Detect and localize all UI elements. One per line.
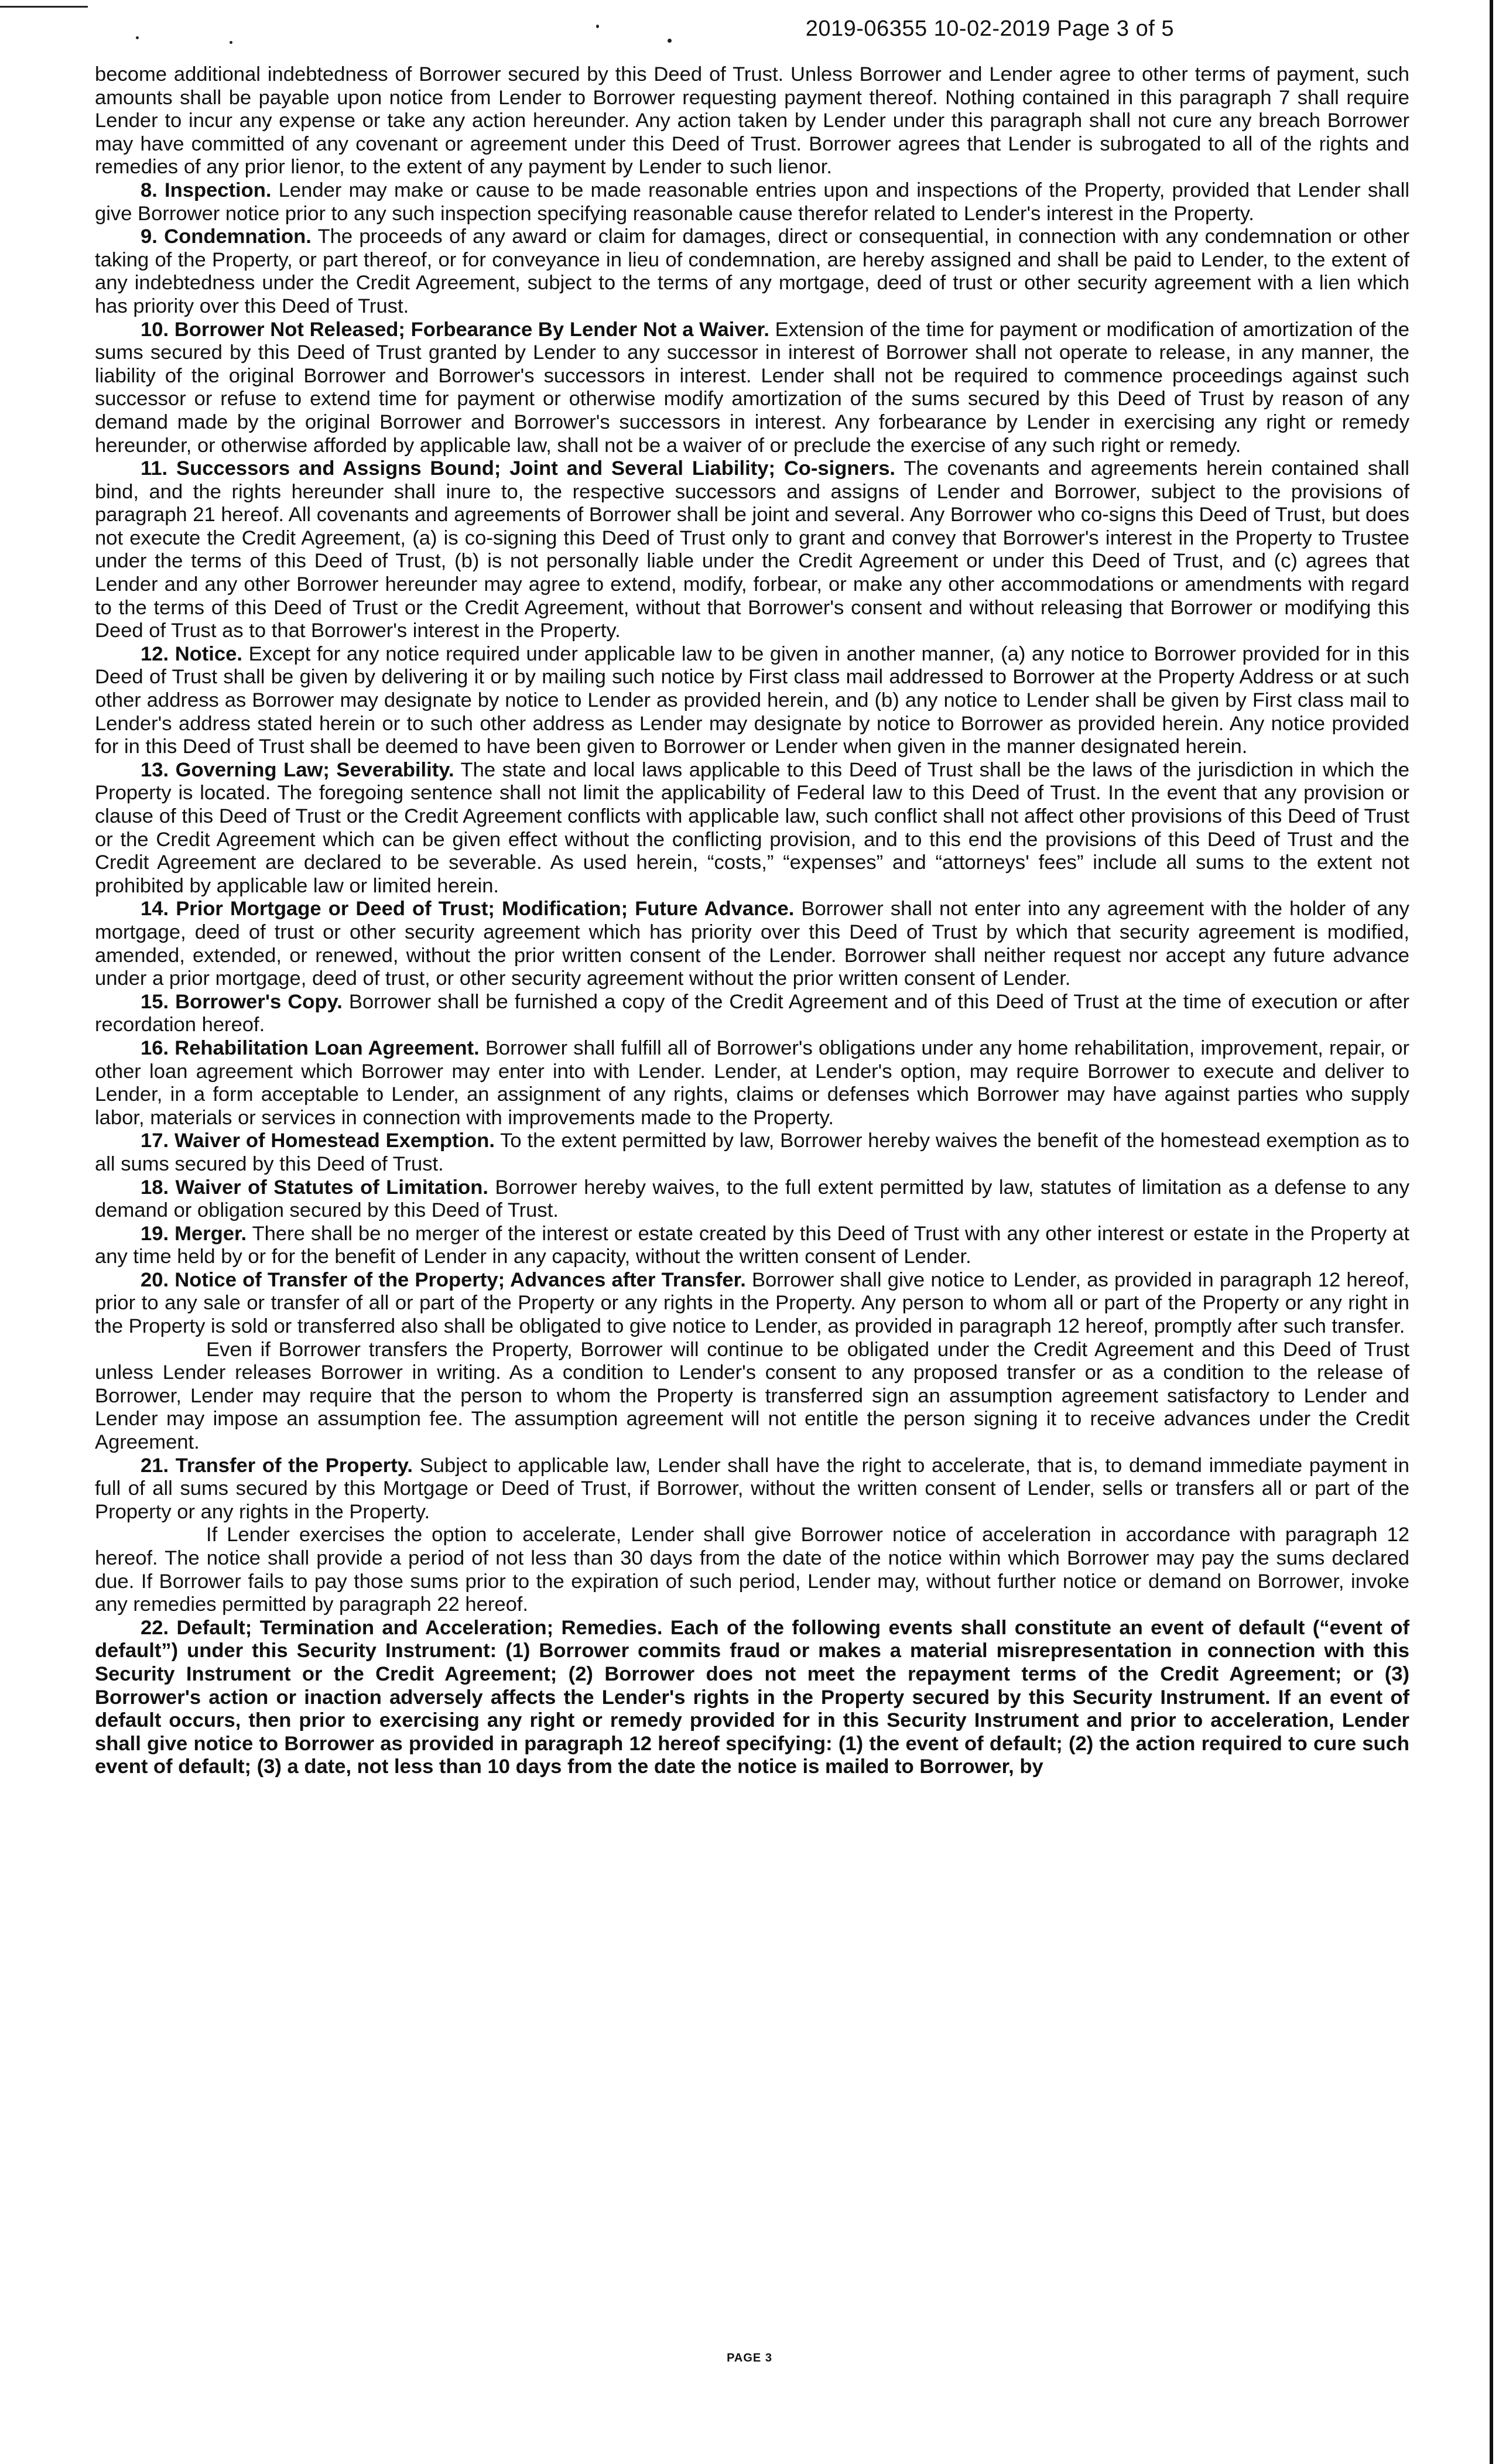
section-text: The proceeds of any award or claim for damages, direct or consequential, in connection with any condemnation or other taking of the Property, or part thereof, or for conveyance in lieu of condemnation, are hereby assigned and shall be paid to Lender, to the extent of any indebtedness under the Credit Agreement, subject to the terms of any mortgage, deed of trust or other security agreement with a lien which has priority over this Deed of Trust. [95,225,1410,317]
section-text: Borrower shall be furnished a copy of the Credit Agreement and of this Deed of Trust at the time of execution or after recordation hereof. [95,990,1410,1036]
recording-header [806,16,1174,42]
section-text: To the extent permitted by law, Borrower hereby waives the benefit of the homestead exemption as to all sums secured by this Deed of Trust. [95,1130,1409,1175]
section-number: 8. [141,179,158,201]
section-heading: Rehabilitation Loan Agreement. [174,1036,480,1059]
section-text: Subject to applicable law, Lender shall have the right to accelerate, that is, to demand immediate payment in full of all sums secured by this Mortgage or Deed of Trust, if Borrower, without the written consent of Lender, sells or transfers all or part of the Property or any rights in the Property. [95,1454,1410,1523]
section-number: 16. [141,1036,169,1059]
section-text: Lender may make or cause to be made reasonable entries upon and inspections of the Property, provided that Lender shall give Borrower notice prior to any such inspection specifying reasonable cause therefor related to Lender's interest in the Property. [95,179,1410,225]
section-heading: Prior Mortgage or Deed of Trust; Modification; Future Advance. [176,898,795,920]
recording-date: 10-02-2019 [933,16,1051,41]
section-20 [95,1269,1409,1339]
section-heading: Waiver of Statutes of Limitation. [175,1176,489,1199]
scan-corner-line [0,6,88,8]
section-21-continuation: If Lender exercises the option to accelerate, Lender shall give Borrower notice of acceleration in accordance with paragraph 12 hereof. The notice shall provide a period of not less than 30 days from the date of the notice within which Borrower may pay the sums declared due. If Borrower fails to pay those sums prior to the expiration of such period, Lender may, without further notice or demand on Borrower, invoke any remedies permitted by paragraph 22 hereof. [95,1524,1409,1616]
section-8 [95,179,1409,225]
scan-speck [136,36,139,39]
section-20-continuation: Even if Borrower transfers the Property, Borrower will continue to be obligated under the Credit Agreement and this Deed of Trust unless Lender releases Borrower in writing. As a condition to Lender's consent to any proposed transfer or as a condition to the release of Borrower, Lender may require that the person to whom the Property is transferred sign an assumption agreement satisfactory to Lender and Lender may impose an assumption fee. The assumption agreement will not entitle the person signing it to receive advances under the Credit Agreement. [95,1338,1409,1454]
section-16 [95,1037,1409,1130]
section-text: Borrower shall not enter into any agreement with the holder of any mortgage, deed of trust or other security agreement which has priority over this Deed of Trust by which that security agreement is modified, amended, extended, or renewed, without the prior written consent of the Lender. Borrower shall neither request nor accept any future advance under a prior mortgage, deed of trust, or other security agreement without the prior written consent of Lender. [95,898,1409,990]
section-text: The covenants and agreements herein contained shall bind, and the rights hereunder shall inure to, the respective successors and assigns of Lender and Borrower, subject to the provisions of paragraph 21 hereof. All covenants and agreements of Borrower shall be joint and several. Any Borrower who co-signs this Deed of Trust, but does not execute the Credit Agreement, (a) is co-signing this Deed of Trust only to grant and convey that Borrower's interest in the Property to Trustee under the terms of this Deed of Trust, (b) is not personally liable under the Credit Agreement or under this Deed of Trust, and (c) agrees that Lender and any other Borrower hereunder may agree to extend, modify, forbear, or make any other accommodations or amendments with regard to the terms of this Deed of Trust or the Credit Agreement, without that Borrower's consent and without releasing that Borrower or modifying this Deed of Trust as to that Borrower's interest in the Property. [95,457,1409,642]
section-number: 22. [141,1616,169,1639]
section-text: Extension of the time for payment or modification of amortization of the sums secured by this Deed of Trust granted by Lender to any successor in interest of Borrower shall not operate to release, in any manner, the liability of the original Borrower and Borrower's successors in interest. Lender shall not be required to commence proceedings against such successor or refuse to extend time for payment or otherwise modify amortization of the sums secured by this Deed of Trust by reason of any demand made by the original Borrower and Borrower's successors in interest. Any forbearance by Lender in exercising any right or remedy hereunder, or otherwise afforded by applicable law, shall not be a waiver of or preclude the exercise of any such right or remedy. [95,318,1409,457]
section-number: 14. [141,898,169,920]
section-10 [95,319,1409,458]
scan-speck [230,41,232,44]
section-heading: Borrower's Copy. [175,990,343,1013]
section-text: The state and local laws applicable to this Deed of Trust shall be the laws of the jurisdiction in which the Property is located. The foregoing sentence shall not limit the applicability of Federal law to this Deed of Trust. In the event that any provision or clause of this Deed of Trust or the Credit Agreement conflicts with applicable law, such conflict shall not affect other provisions of this Deed of Trust or the Credit Agreement which can be given effect without the conflicting provision, and to this end the provisions of this Deed of Trust and the Credit Agreement are declared to be severable. As used herein, “costs,” “expenses” and “attorneys' fees” include all sums to the extent not prohibited by applicable law or limited herein. [95,758,1409,897]
section-number: 18. [141,1176,169,1199]
section-number: 20. [141,1268,169,1291]
page-footer-marker: PAGE 3 [727,2352,772,2364]
section-heading: Successors and Assigns Bound; Joint and Several Liability; Co-signers. [176,457,896,480]
section-17 [95,1130,1409,1176]
section-number: 11. [141,457,168,480]
scan-right-edge [1490,0,1493,2464]
section-19 [95,1223,1409,1269]
scan-speck [668,39,672,43]
section-18 [95,1176,1409,1223]
section-9 [95,225,1409,318]
section-heading: Borrower Not Released; Forbearance By Lender Not a Waiver. [174,318,769,341]
section-number: 9. [141,225,158,248]
section-text: Borrower hereby waives, to the full extent permitted by law, statutes of limitation as a defense to any demand or obligation secured by this Deed of Trust. [95,1176,1409,1222]
section-12 [95,643,1409,759]
section-heading: Notice. [174,642,242,665]
intro-paragraph: become additional indebtedness of Borrower secured by this Deed of Trust. Unless Borrower and Lender agree to other terms of payment, such amounts shall be payable upon notice from Lender to Borrower requesting payment thereof. Nothing contained in this paragraph 7 shall require Lender to incur any expense or take any action hereunder. Any action taken by Lender under this paragraph shall not cure any breach Borrower may have committed of any covenant or agreement under this Deed of Trust. Borrower agrees that Lender is subrogated to all of the rights and remedies of any prior lienor, to the extent of any payment by Lender to such lienor. [95,63,1409,179]
scan-speck [596,25,599,28]
section-number: 19. [141,1222,169,1245]
section-15 [95,991,1409,1037]
document-number: 2019-06355 [805,16,928,41]
section-number: 17. [141,1130,169,1152]
section-heading: Default; Termination and Acceleration; Remedies. [176,1616,663,1639]
section-number: 15. [141,990,169,1013]
section-text: Except for any notice required under applicable law to be given in another manner, (a) any notice to Borrower provided for in this Deed of Trust shall be given by delivering it or by mailing such notice by First class mail addressed to Borrower at the Property Address or at such other address as Borrower may designate by notice to Lender as provided herein, and (b) any notice to Lender shall be given by First class mail to Lender's address stated herein or to such other address as Lender may designate by notice to Borrower as provided herein. Any notice provided for in this Deed of Trust shall be deemed to have been given to Borrower or Lender when given in the manner designated herein. [95,642,1409,758]
section-text: Each of the following events shall constitute an event of default (“event of default”) under this Security Instrument: (1) Borrower commits fraud or makes a material misrepresentation in connection with this Security Instrument or the Credit Agreement; (2) Borrower does not meet the repayment terms of the Credit Agreement; or (3) Borrower's action or inaction adversely affects the Lender's rights in the Property secured by this Security Instrument. If an event of default occurs, then prior to exercising any right or remedy provided for in this Security Instrument and prior to acceleration, Lender shall give notice to Borrower as provided in paragraph 12 hereof specifying: (1) the event of default; (2) the action required to cure such event of default; (3) a date, not less than 10 days from the date the notice is mailed to Borrower, by [95,1616,1409,1778]
section-text: Borrower shall fulfill all of Borrower's obligations under any home rehabilitation, improvement, repair, or other loan agreement which Borrower may enter into with Lender. Lender, at Lender's option, may require Borrower to execute and deliver to Lender, in a form acceptable to Lender, an assignment of any rights, claims or defenses which Borrower may have against parties who supply labor, materials or services in connection with improvements made to the Property. [95,1036,1409,1129]
section-text: Borrower shall give notice to Lender, as provided in paragraph 12 hereof, prior to any sale or transfer of all or part of the Property or any rights in the Property. Any person to whom all or part of the Property or any right in the Property is sold or transferred also shall be obligated to give notice to Lender, as provided in paragraph 12 hereof, promptly after such transfer. [95,1268,1410,1338]
section-text: There shall be no merger of the interest or estate created by this Deed of Trust with any other interest or estate in the Property at any time held by or for the benefit of Lender in any capacity, without the written consent of Lender. [95,1222,1409,1268]
page-label: Page 3 of 5 [1057,16,1174,41]
section-heading: Notice of Transfer of the Property; Advances after Transfer. [174,1268,746,1291]
section-11 [95,457,1409,643]
section-heading: Transfer of the Property. [175,1454,413,1477]
section-heading: Inspection. [165,179,272,201]
section-number: 13. [141,758,169,781]
section-heading: Waiver of Homestead Exemption. [174,1130,495,1152]
section-heading: Governing Law; Severability. [175,758,454,781]
section-number: 10. [141,318,169,341]
section-13 [95,759,1409,898]
section-number: 12. [141,642,169,665]
document-body [95,63,1409,1779]
section-heading: Merger. [174,1222,247,1245]
section-21 [95,1455,1409,1524]
section-heading: Condemnation. [164,225,312,248]
section-22 [95,1617,1409,1779]
section-14 [95,898,1409,990]
section-number: 21. [141,1454,169,1477]
